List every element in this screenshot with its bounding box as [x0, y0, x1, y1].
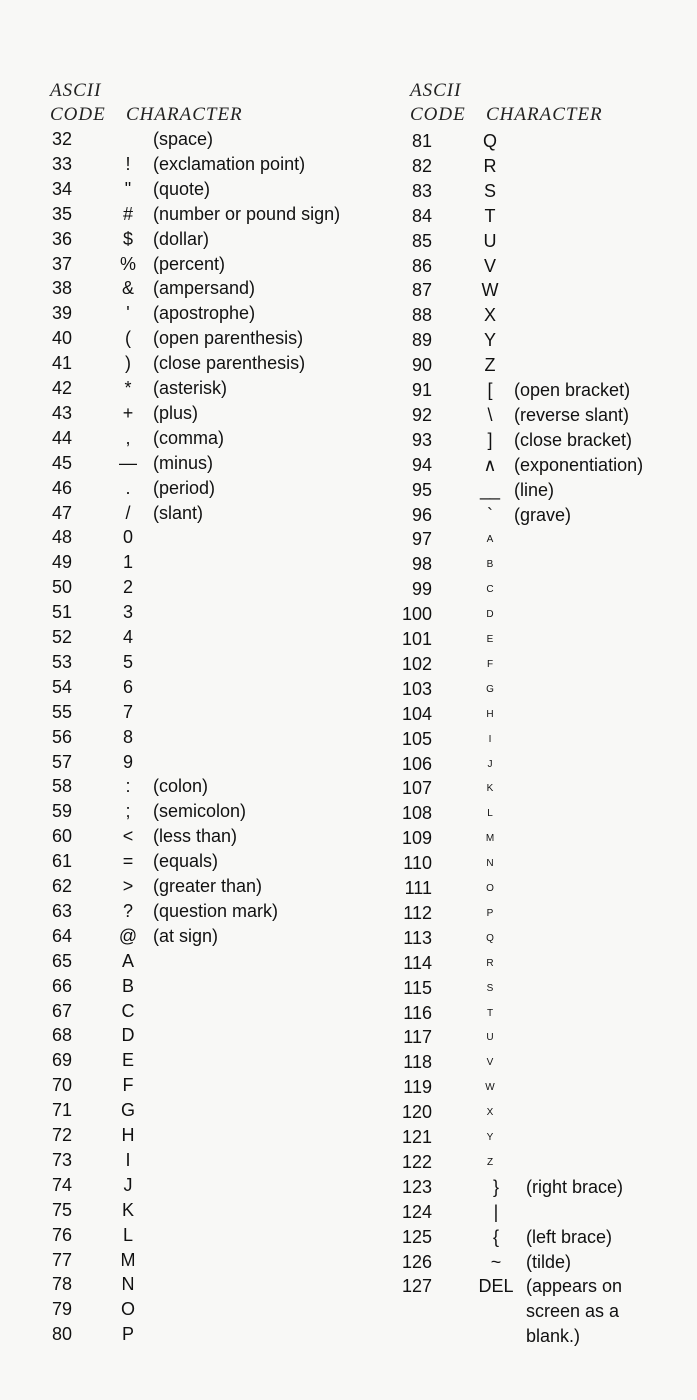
ascii-code: 70 — [51, 1075, 72, 1096]
ascii-character: 0 — [122, 527, 133, 548]
ascii-character: H — [486, 708, 494, 720]
ascii-character: O — [486, 883, 494, 894]
ascii-character: : — [125, 776, 131, 797]
ascii-character: % — [119, 253, 136, 274]
ascii-character: F — [122, 1075, 134, 1096]
character-description: (tilde) — [526, 1251, 572, 1272]
ascii-code: 111 — [404, 878, 432, 898]
ascii-code: 62 — [51, 876, 72, 896]
ascii-code: 63 — [51, 900, 72, 921]
ascii-character: 9 — [122, 751, 133, 772]
ascii-character: @ — [118, 925, 138, 946]
ascii-code: 80 — [51, 1324, 72, 1345]
ascii-code: 96 — [411, 504, 432, 525]
ascii-code: 115 — [403, 977, 432, 998]
ascii-code: 40 — [51, 328, 72, 349]
ascii-code: 61 — [51, 851, 72, 872]
ascii-code: 50 — [51, 577, 72, 598]
ascii-character: Z — [484, 355, 496, 376]
ascii-code: 47 — [51, 502, 72, 523]
ascii-character: M — [485, 833, 495, 845]
ascii-character: < — [122, 826, 134, 847]
ascii-character: W — [481, 280, 499, 301]
character-description: (reverse slant) — [514, 404, 630, 425]
character-description: (comma) — [153, 427, 224, 448]
ascii-code: 102 — [401, 653, 432, 674]
ascii-character: 4 — [122, 627, 133, 647]
ascii-code: 113 — [403, 927, 432, 948]
ascii-character: ? — [122, 900, 133, 921]
right-header-code: CODE — [410, 104, 466, 125]
ascii-code: 79 — [51, 1299, 72, 1320]
ascii-character: [ — [487, 380, 493, 400]
ascii-code: 44 — [51, 427, 72, 448]
ascii-character: R — [483, 155, 497, 176]
ascii-code: 52 — [51, 627, 72, 647]
ascii-character: 8 — [122, 726, 133, 747]
ascii-code: 104 — [401, 703, 432, 724]
ascii-code: 45 — [51, 452, 72, 473]
left-header-character: CHARACTER — [126, 104, 243, 125]
character-description: (slant) — [153, 502, 204, 523]
character-description: (less than) — [153, 826, 238, 847]
ascii-character: ∧ — [483, 454, 497, 475]
ascii-code: 67 — [51, 1000, 72, 1021]
ascii-code: 94 — [411, 454, 432, 475]
ascii-character: N — [486, 858, 494, 870]
ascii-character: T — [484, 205, 496, 226]
ascii-character: ( — [125, 328, 131, 349]
ascii-code: 48 — [51, 527, 72, 548]
character-description: (space) — [153, 129, 214, 149]
ascii-character: __ — [479, 479, 501, 500]
ascii-code: 88 — [411, 305, 432, 326]
ascii-character: & — [121, 278, 134, 299]
ascii-character: . — [125, 477, 131, 498]
ascii-character: V — [486, 1057, 494, 1069]
ascii-character: Q — [486, 932, 494, 944]
ascii-code: 100 — [401, 604, 432, 625]
ascii-character: E — [486, 634, 494, 645]
ascii-character: = — [122, 851, 134, 872]
ascii-code: 42 — [51, 378, 72, 398]
ascii-code: 36 — [51, 228, 72, 249]
character-description: (minus) — [153, 452, 214, 473]
ascii-code: 41 — [51, 353, 72, 374]
ascii-code: 51 — [51, 602, 72, 623]
ascii-code: 39 — [51, 303, 72, 324]
character-description: (number or pound sign) — [153, 203, 341, 224]
ascii-character: 7 — [122, 701, 133, 722]
ascii-character: K — [486, 783, 494, 795]
ascii-character: 1 — [122, 552, 133, 573]
ascii-character: C — [486, 584, 494, 596]
ascii-code: 106 — [401, 753, 432, 774]
ascii-character: > — [122, 876, 134, 896]
ascii-code: 35 — [51, 203, 72, 224]
ascii-character: Y — [486, 1132, 494, 1143]
ascii-character: T — [486, 1007, 494, 1019]
ascii-character: ` — [487, 504, 493, 525]
ascii-character: | — [493, 1201, 499, 1222]
ascii-code: 90 — [411, 355, 432, 376]
ascii-character: B — [486, 559, 494, 571]
left-header-code: CODE — [50, 104, 106, 125]
ascii-code: 87 — [411, 280, 432, 301]
ascii-character: I — [125, 1149, 131, 1170]
ascii-character: K — [121, 1199, 134, 1220]
ascii-code: 120 — [401, 1102, 432, 1123]
ascii-character: A — [121, 950, 134, 971]
character-description: (close bracket) — [514, 429, 633, 450]
ascii-character: O — [120, 1299, 135, 1320]
ascii-character: G — [486, 683, 494, 695]
character-description: (left brace) — [526, 1226, 613, 1247]
ascii-character: Z — [486, 1156, 494, 1168]
ascii-character: # — [122, 203, 133, 224]
character-description: (percent) — [153, 253, 226, 274]
ascii-code: 114 — [403, 952, 432, 973]
character-description: (exponentiation) — [514, 454, 644, 475]
ascii-character: B — [121, 975, 134, 996]
ascii-code: 99 — [411, 579, 432, 600]
ascii-character: DEL — [478, 1276, 514, 1297]
ascii-character: * — [124, 378, 132, 398]
character-description: (plus) — [153, 402, 199, 423]
ascii-character: A — [486, 534, 494, 546]
ascii-code: 75 — [51, 1199, 72, 1220]
ascii-code: 53 — [51, 651, 72, 672]
ascii-character: U — [483, 230, 497, 251]
ascii-character: N — [121, 1274, 135, 1295]
ascii-code: 101 — [401, 629, 432, 649]
ascii-code: 32 — [51, 129, 72, 149]
ascii-code: 81 — [411, 131, 432, 151]
ascii-character: J — [123, 1174, 133, 1195]
ascii-code: 97 — [411, 529, 432, 550]
ascii-character: D — [486, 609, 494, 621]
ascii-character: ' — [126, 303, 130, 324]
ascii-code: 108 — [401, 803, 432, 824]
ascii-code: 127 — [401, 1276, 432, 1297]
ascii-code: 121 — [401, 1127, 432, 1147]
character-description: (asterisk) — [153, 378, 228, 398]
character-description: (period) — [153, 477, 216, 498]
ascii-code: 117 — [403, 1027, 432, 1048]
ascii-character: C — [121, 1000, 135, 1021]
ascii-code: 76 — [51, 1224, 72, 1245]
ascii-code: 92 — [411, 404, 432, 425]
ascii-character: F — [486, 658, 494, 670]
ascii-character: , — [125, 427, 131, 448]
ascii-code: 69 — [51, 1050, 72, 1071]
ascii-character: S — [486, 982, 494, 994]
character-description: (close parenthesis) — [153, 353, 306, 374]
ascii-character: M — [120, 1249, 136, 1270]
ascii-character: X — [486, 1107, 494, 1119]
ascii-character: ~ — [490, 1251, 502, 1272]
ascii-code: 58 — [51, 776, 72, 797]
ascii-code: 37 — [51, 253, 72, 274]
ascii-character: X — [483, 305, 496, 326]
ascii-character: S — [483, 180, 496, 201]
ascii-character: Y — [483, 330, 496, 351]
ascii-character: / — [125, 502, 131, 523]
ascii-character: L — [487, 808, 493, 820]
ascii-code: 105 — [401, 728, 432, 749]
character-description: (exclamation point) — [153, 153, 306, 174]
ascii-code: 93 — [411, 429, 432, 450]
ascii-code: 119 — [403, 1077, 432, 1098]
character-description: (appears on — [526, 1276, 623, 1297]
ascii-code: 122 — [401, 1151, 432, 1172]
ascii-code: 83 — [411, 180, 432, 201]
ascii-code: 54 — [51, 676, 72, 697]
ascii-character: G — [120, 1100, 135, 1121]
ascii-character: ; — [125, 801, 131, 822]
ascii-code: 78 — [51, 1274, 72, 1295]
character-description: (question mark) — [153, 900, 279, 921]
ascii-code: 84 — [411, 205, 432, 226]
ascii-code: 66 — [51, 975, 72, 996]
character-description: (ampersand) — [153, 278, 256, 299]
ascii-code: 86 — [411, 255, 432, 276]
right-header-ascii: ASCII — [410, 80, 462, 101]
ascii-code: 109 — [401, 828, 432, 849]
ascii-code: 89 — [411, 330, 432, 351]
ascii-character: ) — [125, 353, 131, 374]
ascii-code: 98 — [411, 554, 432, 575]
ascii-code: 73 — [51, 1149, 72, 1170]
ascii-code: 49 — [51, 552, 72, 573]
ascii-code: 123 — [401, 1176, 432, 1197]
ascii-code: 110 — [403, 853, 432, 874]
ascii-code: 56 — [51, 726, 72, 747]
ascii-code: 107 — [401, 778, 432, 799]
character-description: (at sign) — [153, 925, 219, 946]
ascii-character: + — [122, 402, 134, 423]
character-description: (quote) — [153, 178, 211, 199]
ascii-code: 74 — [51, 1174, 72, 1195]
character-description: (open bracket) — [514, 380, 631, 400]
character-description: (greater than) — [153, 876, 263, 896]
ascii-character: H — [121, 1125, 135, 1145]
ascii-character: " — [124, 178, 132, 199]
character-description: screen as a — [526, 1301, 620, 1322]
ascii-character: \ — [487, 404, 493, 425]
ascii-code: 57 — [51, 751, 72, 772]
ascii-code: 124 — [401, 1201, 432, 1222]
ascii-character: W — [485, 1082, 495, 1094]
ascii-code: 64 — [51, 925, 72, 946]
ascii-code: 34 — [51, 178, 72, 199]
ascii-character: } — [492, 1176, 499, 1197]
ascii-character: $ — [122, 228, 133, 249]
ascii-code: 65 — [51, 950, 72, 971]
ascii-character: V — [483, 255, 496, 276]
ascii-code: 46 — [51, 477, 72, 498]
ascii-character: I — [488, 733, 492, 745]
ascii-code: 126 — [401, 1251, 432, 1272]
ascii-code: 68 — [51, 1025, 72, 1046]
ascii-code: 103 — [401, 678, 432, 699]
ascii-code: 33 — [51, 153, 72, 174]
ascii-character: P — [121, 1324, 134, 1345]
ascii-code: 55 — [51, 701, 72, 722]
ascii-code: 116 — [403, 1002, 432, 1023]
ascii-code: 43 — [51, 402, 72, 423]
ascii-character: 6 — [122, 676, 133, 697]
character-description: (grave) — [514, 504, 572, 525]
character-description: (apostrophe) — [153, 303, 256, 324]
ascii-character: 2 — [122, 577, 133, 598]
ascii-character: 5 — [122, 651, 133, 672]
character-description: (dollar) — [153, 228, 210, 249]
ascii-code: 60 — [51, 826, 72, 847]
ascii-code: 77 — [51, 1249, 72, 1270]
ascii-character: U — [486, 1032, 494, 1044]
ascii-code: 85 — [411, 230, 432, 251]
character-description: (semicolon) — [153, 801, 247, 822]
character-description: (right brace) — [526, 1176, 624, 1197]
left-header-ascii: ASCII — [50, 80, 102, 101]
ascii-code: 38 — [51, 278, 72, 299]
ascii-code: 82 — [411, 155, 432, 176]
right-header-character: CHARACTER — [486, 104, 603, 125]
ascii-character: ] — [487, 429, 493, 450]
ascii-code: 59 — [51, 801, 72, 822]
character-description: blank.) — [526, 1326, 581, 1347]
ascii-code: 72 — [51, 1125, 72, 1145]
character-description: (equals) — [153, 851, 219, 872]
character-description: (open parenthesis) — [153, 328, 304, 349]
ascii-character: 3 — [122, 602, 133, 623]
character-description: (line) — [514, 479, 555, 500]
ascii-code: 112 — [403, 902, 432, 923]
character-description: (colon) — [153, 776, 209, 797]
ascii-character: L — [122, 1224, 133, 1245]
ascii-character: J — [487, 758, 493, 770]
ascii-character: D — [121, 1025, 135, 1046]
ascii-character: R — [486, 957, 494, 969]
ascii-character: ! — [125, 153, 131, 174]
ascii-character: { — [492, 1226, 499, 1247]
ascii-character: Q — [482, 131, 497, 151]
ascii-code: 71 — [51, 1100, 72, 1121]
ascii-code: 125 — [401, 1226, 432, 1247]
ascii-code: 91 — [411, 380, 432, 400]
ascii-character: P — [486, 907, 494, 919]
ascii-code: 118 — [403, 1052, 432, 1073]
ascii-character: E — [121, 1050, 134, 1071]
ascii-character: — — [119, 452, 137, 473]
ascii-code: 95 — [411, 479, 432, 500]
